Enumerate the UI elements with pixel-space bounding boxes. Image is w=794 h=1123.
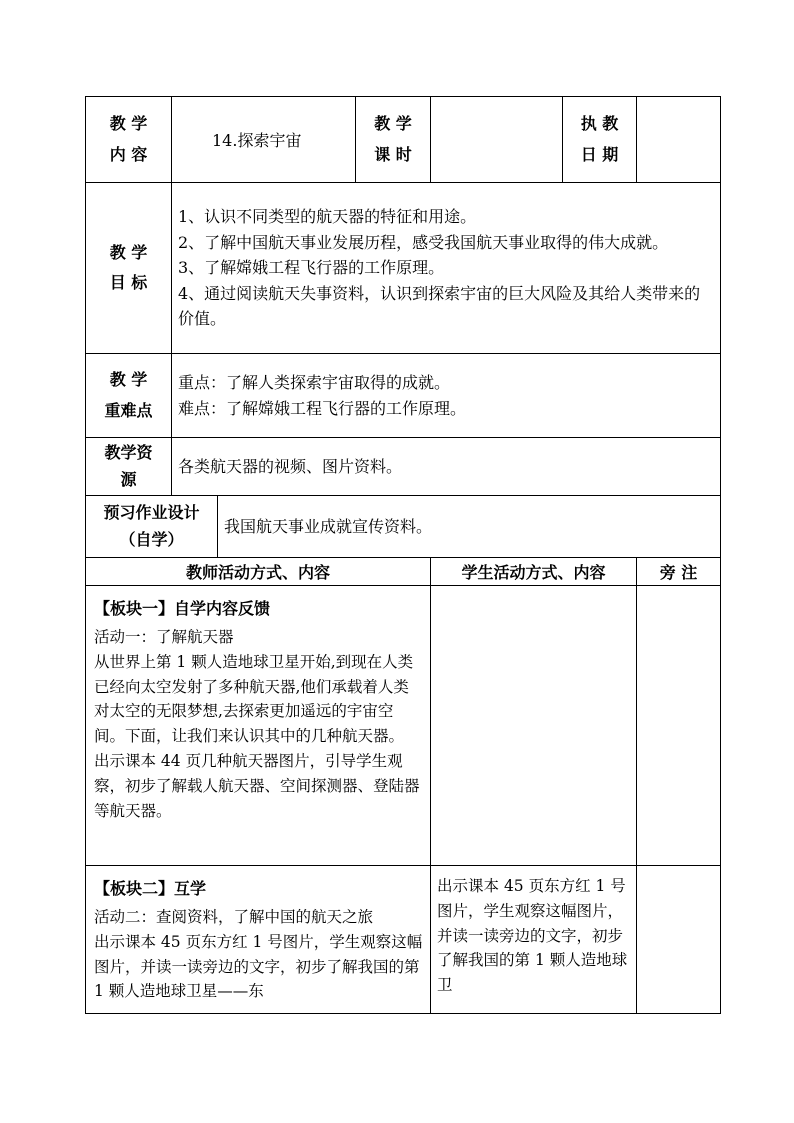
block1-line: 活动一：了解航天器	[94, 628, 234, 646]
block2-line: 活动二：查阅资料，了解中国的航天之旅	[94, 908, 374, 926]
block1-row	[86, 586, 721, 866]
objectives-label	[86, 183, 172, 354]
preview-value: 我国航天事业成就宣传资料。	[218, 496, 721, 558]
content-value: 14.探索宇宙	[172, 97, 356, 183]
block1-notes	[637, 586, 721, 866]
teacher-column-header: 教师活动方式、内容	[86, 558, 431, 586]
resources-label	[86, 438, 172, 496]
header-row	[86, 97, 721, 183]
objective-item: 2、了解中国航天事业发展历程，感受我国航天事业取得的伟大成就。	[178, 232, 669, 252]
resources-label-line1: 教学资	[104, 443, 153, 463]
objectives-label-line1: 教 学	[109, 242, 148, 262]
student-column-header: 学生活动方式、内容	[431, 558, 637, 586]
hours-label-line2: 课 时	[374, 144, 412, 164]
keypoints-row	[86, 354, 721, 438]
block1-title: 【板块一】自学内容反馈	[94, 599, 271, 618]
preview-label	[86, 496, 218, 558]
block2-text	[86, 905, 430, 1004]
objective-item: 1、认识不同类型的航天器的特征和用途。	[178, 207, 477, 227]
block2-row	[86, 866, 721, 1014]
block1-line: 出示课本 44 页几种航天器图片，引导学生观察，初步了解载人航天器、空间探测器、登陆器等航天器。	[94, 751, 420, 820]
objective-item: 3、了解嫦娥工程飞行器的工作原理。	[178, 258, 445, 278]
preview-row	[86, 496, 721, 558]
content-label-line2: 内 容	[109, 144, 148, 164]
date-label	[563, 97, 637, 183]
date-label-line1: 执 教	[580, 114, 619, 134]
block2-line: 出示课本 45 页东方红 1 号图片，学生观察这幅图片，并读一读旁边的文字，初步了解我国的第 1 颗人造地球卫星——东	[94, 932, 423, 1001]
resources-value: 各类航天器的视频、图片资料。	[172, 438, 721, 496]
block1-line: 从世界上第 1 颗人造地球卫星开始,到现在人类已经向太空发射了多种航天器,他们承载着人类对太空的无限梦想,去探索更加遥远的宇宙空间。下面，让我们来认识其中的几种航天器。	[94, 652, 414, 746]
keypoints-label-line1: 教 学	[109, 370, 148, 390]
keypoint-item: 难点：了解嫦娥工程飞行器的工作原理。	[178, 398, 467, 418]
lesson-plan-table	[85, 96, 721, 1014]
keypoint-item: 重点：了解人类探索宇宙取得的成就。	[178, 372, 451, 392]
resources-label-line2: 源	[120, 469, 137, 489]
hours-value	[431, 97, 563, 183]
resources-row	[86, 438, 721, 496]
block2-student: 出示课本 45 页东方红 1 号图片，学生观察这幅图片，并读一读旁边的文字，初步了解我国的第 1 颗人造地球卫	[431, 866, 637, 1014]
objective-item: 4、通过阅读航天失事资料，认识到探索宇宙的巨大风险及其给人类带来的价值。	[178, 283, 701, 329]
keypoints-list	[172, 354, 721, 438]
keypoints-label-line2: 重难点	[104, 400, 153, 420]
lesson-plan-page	[85, 96, 720, 1014]
notes-column-header: 旁 注	[637, 558, 721, 586]
column-header-row	[86, 558, 721, 586]
objectives-list	[172, 183, 721, 354]
block2-teacher	[86, 866, 431, 1014]
date-value	[637, 97, 721, 183]
content-label	[86, 97, 172, 183]
preview-label-line2: （自学）	[119, 529, 184, 549]
date-label-line2: 日 期	[580, 144, 619, 164]
block1-student	[431, 586, 637, 866]
preview-label-line1: 预习作业设计	[103, 503, 200, 523]
block1-teacher	[86, 586, 431, 866]
keypoints-label	[86, 354, 172, 438]
objectives-label-line2: 目 标	[109, 273, 148, 292]
hours-label	[356, 97, 431, 183]
block2-notes	[637, 866, 721, 1014]
content-label-line1: 教 学	[109, 114, 148, 134]
objectives-row	[86, 183, 721, 354]
block1-text	[86, 625, 430, 823]
block2-title: 【板块二】互学	[94, 879, 207, 898]
hours-label-line1: 教 学	[374, 114, 412, 134]
